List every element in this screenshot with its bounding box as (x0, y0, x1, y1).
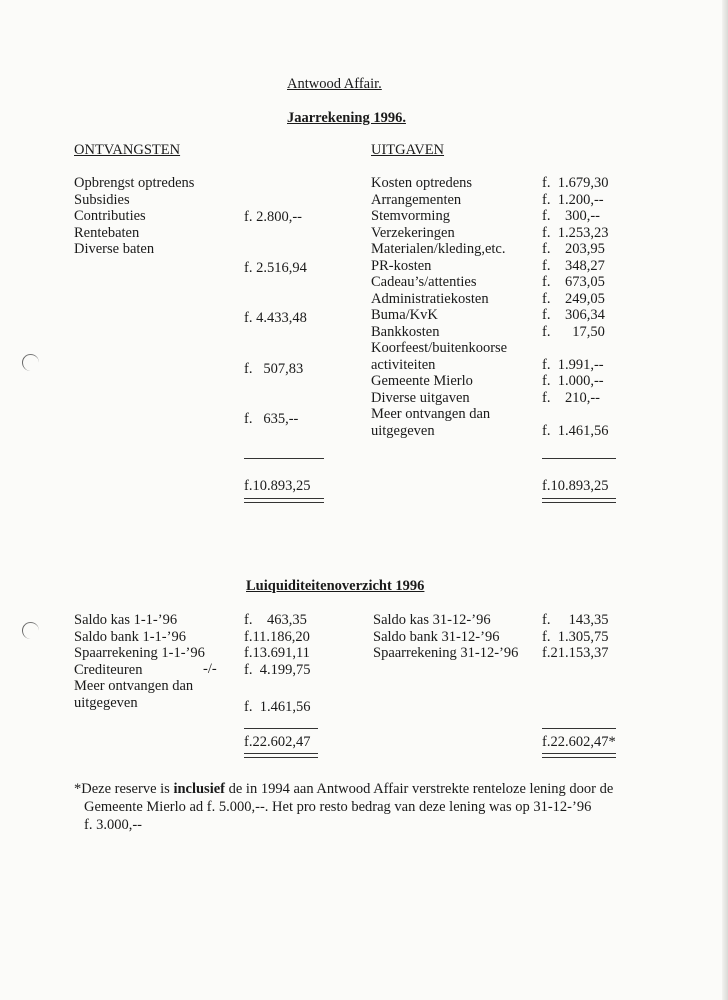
punch-hole-top (22, 354, 39, 371)
uitgaven-label: Meer ontvangen dan (371, 406, 491, 422)
uitgaven-amount: f. 210,-- (542, 389, 600, 406)
liquiditeit-amount: f. 4.199,75 (244, 661, 311, 678)
ontvangsten-amounts (244, 175, 307, 462)
uitgaven-amount: f. 348,27 (542, 257, 605, 274)
uitgaven-labels (371, 175, 507, 439)
liquiditeit-amount: f. 143,35 (542, 612, 609, 628)
liquiditeit-label: Meer ontvangen dan (74, 678, 194, 694)
uitgaven-label: Buma/KvK (371, 307, 438, 323)
uitgaven-label: Administratiekosten (371, 290, 489, 307)
ontvangsten-amount: f. 507,83 (244, 360, 304, 377)
liquiditeit-right-total: f.22.602,47* (542, 734, 616, 750)
uitgaven-amount: f. 1.679,30 (542, 175, 609, 191)
footnote-line1-rest: de in 1994 aan Antwood Affair verstrekte renteloze lening door de (225, 781, 614, 797)
liquiditeit-right-sum-rule (542, 728, 616, 729)
uitgaven-amount: f. 1.253,23 (542, 224, 609, 241)
footnote-line-2: Gemeente Mierlo ad f. 5.000,--. Het pro resto bedrag van deze lening was op 31-12-’96 (84, 799, 592, 815)
ontvangsten-total: f.10.893,25 (244, 478, 311, 494)
liquiditeit-left-amounts (244, 612, 310, 715)
ontvangsten-label: Subsidies (74, 191, 130, 208)
uitgaven-amount: f. 673,05 (542, 274, 605, 290)
liquiditeit-label: Saldo kas 31-12-’96 (373, 612, 491, 628)
ontvangsten-label: Contributies (74, 208, 146, 224)
uitgaven-label: Diverse uitgaven (371, 389, 470, 406)
ontvangsten-amount: f. 2.800,-- (244, 209, 302, 225)
uitgaven-heading: UITGAVEN (371, 142, 445, 158)
liquiditeit-amount: f.11.186,20 (244, 628, 310, 645)
liquiditeit-label: Spaarrekening 1-1-’96 (74, 645, 205, 661)
uitgaven-label: PR-kosten (371, 257, 432, 274)
ontvangsten-amount: f. 4.433,48 (244, 310, 307, 326)
uitgaven-sum-rule (542, 458, 616, 459)
liquiditeit-label: Saldo bank 1-1-’96 (74, 628, 186, 645)
liquiditeit-heading: Luiquiditeitenoverzicht 1996 (246, 578, 425, 594)
ontvangsten-label: Rentebaten (74, 224, 140, 241)
liquiditeit-label: uitgegeven (74, 694, 138, 711)
uitgaven-amount: f. 1.200,-- (542, 191, 604, 208)
uitgaven-amount: f. 300,-- (542, 208, 600, 224)
liquiditeit-left-labels (74, 612, 205, 711)
uitgaven-label: Bankkosten (371, 323, 440, 340)
punch-hole-bottom (22, 622, 39, 639)
crediteuren-minus-mark: -/- (203, 661, 217, 677)
liquiditeit-amount: f. 463,35 (244, 612, 307, 628)
footnote-prefix: *Deze reserve is (74, 781, 174, 797)
uitgaven-amount: f. 306,34 (542, 307, 605, 323)
page-edge-shadow (722, 0, 728, 1000)
uitgaven-label: Verzekeringen (371, 224, 455, 241)
ontvangsten-label: Opbrengst optredens (74, 175, 195, 191)
document-subtitle: Jaarrekening 1996. (287, 110, 406, 126)
liquiditeit-left-total: f.22.602,47 (244, 734, 311, 750)
footnote-line-3: f. 3.000,-- (84, 817, 142, 833)
liquiditeit-amount: f. 1.461,56 (244, 698, 311, 715)
ontvangsten-labels (74, 175, 194, 258)
liquiditeit-right-amounts (542, 612, 608, 662)
ontvangsten-amount: f. 635,-- (244, 411, 299, 427)
uitgaven-label: Materialen/kleding,etc. (371, 241, 506, 257)
uitgaven-amount: f. 203,95 (542, 241, 605, 257)
uitgaven-label: Koorfeest/buitenkoorse (371, 340, 508, 356)
ontvangsten-heading: ONTVANGSTEN (74, 142, 181, 158)
uitgaven-label: Cadeau’s/attenties (371, 274, 477, 290)
footnote (74, 780, 634, 834)
uitgaven-amount: f. 1.991,-- (542, 356, 604, 373)
ontvangsten-sum-rule (244, 458, 324, 459)
liquiditeit-right-labels (373, 612, 518, 662)
uitgaven-total: f.10.893,25 (542, 478, 609, 494)
liquiditeit-amount: f.13.691,11 (244, 645, 310, 661)
uitgaven-amount: f. 249,05 (542, 290, 605, 307)
uitgaven-double-rule (542, 498, 616, 503)
uitgaven-amount: f. 1.000,-- (542, 373, 604, 389)
ontvangsten-double-rule (244, 498, 324, 503)
liquiditeit-left-sum-rule (244, 728, 318, 729)
liquiditeit-amount: f.21.153,37 (542, 645, 609, 661)
liquiditeit-amount (244, 678, 310, 695)
liquiditeit-left-double-rule (244, 753, 318, 758)
uitgaven-label: Kosten optredens (371, 175, 473, 191)
liquiditeit-label: Saldo kas 1-1-’96 (74, 612, 178, 628)
uitgaven-label: activiteiten (371, 356, 436, 373)
uitgaven-label: Arrangementen (371, 191, 462, 208)
liquiditeit-label: Crediteuren (74, 661, 143, 678)
liquiditeit-right-double-rule (542, 753, 616, 758)
footnote-line-1 (74, 780, 634, 798)
liquiditeit-label: Saldo bank 31-12-’96 (373, 628, 500, 645)
ontvangsten-amount: f. 2.516,94 (244, 259, 307, 276)
uitgaven-amount: f. 1.461,56 (542, 422, 609, 439)
uitgaven-amount: f. 17,50 (542, 323, 605, 340)
uitgaven-label: Gemeente Mierlo (371, 373, 473, 389)
liquiditeit-label: Spaarrekening 31-12-’96 (373, 645, 519, 661)
liquiditeit-amount: f. 1.305,75 (542, 628, 609, 645)
document-title: Antwood Affair. (287, 76, 382, 92)
uitgaven-label: uitgegeven (371, 422, 435, 439)
uitgaven-label: Stemvorming (371, 208, 450, 224)
uitgaven-amount (542, 340, 608, 357)
uitgaven-amounts (542, 175, 608, 439)
uitgaven-amount (542, 406, 608, 423)
ontvangsten-label: Diverse baten (74, 241, 155, 257)
footnote-bold: inclusief (173, 781, 225, 797)
